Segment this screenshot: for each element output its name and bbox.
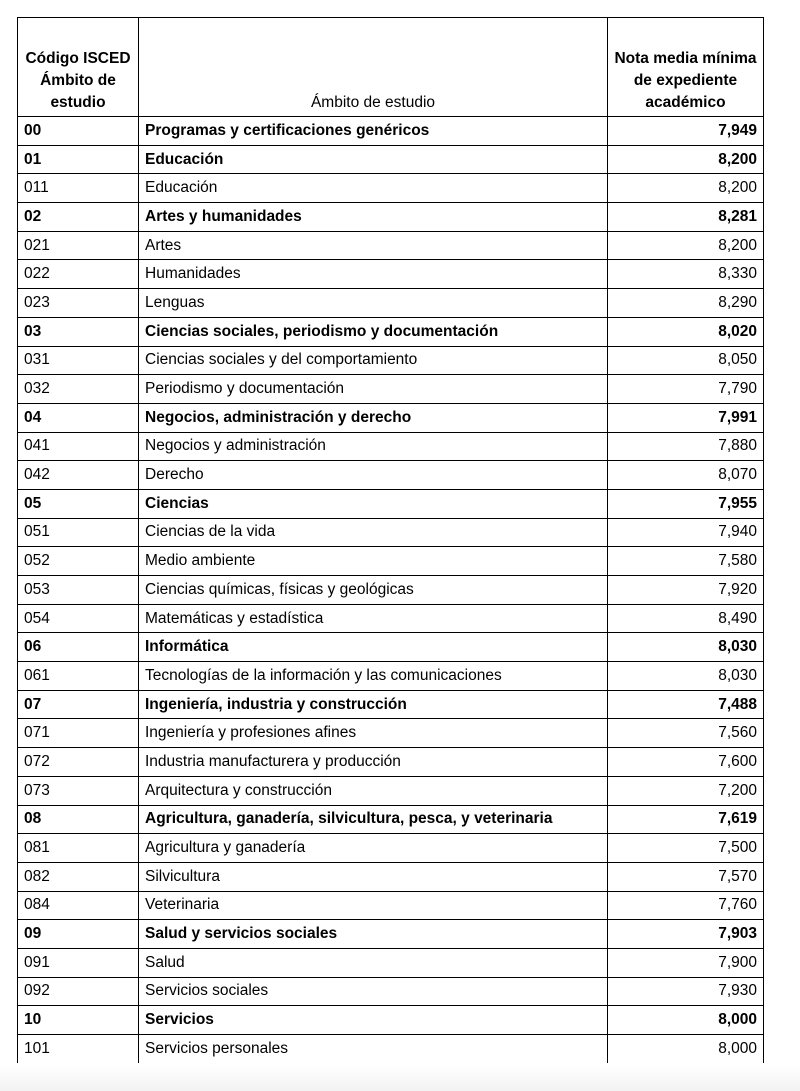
cell-code: 053	[18, 576, 139, 605]
table-row	[18, 203, 764, 232]
table-row	[18, 518, 764, 547]
cell-name: Ingeniería, industria y construcción	[139, 690, 608, 719]
table-row	[18, 920, 764, 949]
cell-code: 07	[18, 690, 139, 719]
cell-value: 7,488	[608, 690, 764, 719]
cell-code: 023	[18, 289, 139, 318]
cell-name: Salud	[139, 948, 608, 977]
cell-name: Humanidades	[139, 260, 608, 289]
cell-name: Agricultura, ganadería, silvicultura, pesca, y veterinaria	[139, 805, 608, 834]
cell-code: 032	[18, 375, 139, 404]
cell-name: Servicios sociales	[139, 977, 608, 1006]
cell-name: Ciencias sociales, periodismo y documentación	[139, 317, 608, 346]
cell-value: 7,949	[608, 117, 764, 146]
cell-code: 061	[18, 662, 139, 691]
table-row	[18, 117, 764, 146]
cell-value: 8,290	[608, 289, 764, 318]
cell-name: Ciencias	[139, 489, 608, 518]
table-row	[18, 260, 764, 289]
table-row	[18, 547, 764, 576]
cell-code: 011	[18, 174, 139, 203]
cell-code: 10	[18, 1006, 139, 1035]
header-code: Código ISCED Ámbito de estudio	[18, 18, 139, 117]
header-name: Ámbito de estudio	[139, 18, 608, 117]
cell-code: 08	[18, 805, 139, 834]
cell-code: 052	[18, 547, 139, 576]
table-row	[18, 891, 764, 920]
cell-name: Lenguas	[139, 289, 608, 318]
cell-name: Negocios y administración	[139, 432, 608, 461]
cell-value: 7,619	[608, 805, 764, 834]
cell-name: Programas y certificaciones genéricos	[139, 117, 608, 146]
table-row	[18, 977, 764, 1006]
cell-code: 051	[18, 518, 139, 547]
cell-name: Ciencias sociales y del comportamiento	[139, 346, 608, 375]
cell-value: 8,490	[608, 604, 764, 633]
cell-code: 084	[18, 891, 139, 920]
cell-value: 7,760	[608, 891, 764, 920]
cell-value: 7,991	[608, 403, 764, 432]
cell-value: 8,000	[608, 1006, 764, 1035]
cell-code: 054	[18, 604, 139, 633]
cell-name: Artes y humanidades	[139, 203, 608, 232]
cell-code: 073	[18, 776, 139, 805]
bottom-fade	[0, 1065, 800, 1091]
table-row	[18, 805, 764, 834]
cell-value: 7,955	[608, 489, 764, 518]
cell-code: 03	[18, 317, 139, 346]
table-row	[18, 576, 764, 605]
cell-code: 072	[18, 748, 139, 777]
cell-code: 081	[18, 834, 139, 863]
cell-value: 7,580	[608, 547, 764, 576]
cell-name: Matemáticas y estadística	[139, 604, 608, 633]
table-row	[18, 948, 764, 977]
cell-value: 8,330	[608, 260, 764, 289]
cell-value: 7,903	[608, 920, 764, 949]
table-row	[18, 403, 764, 432]
cell-name: Medio ambiente	[139, 547, 608, 576]
cell-name: Ciencias químicas, físicas y geológicas	[139, 576, 608, 605]
cell-name: Salud y servicios sociales	[139, 920, 608, 949]
cell-name: Derecho	[139, 461, 608, 490]
cell-code: 092	[18, 977, 139, 1006]
cell-name: Servicios personales	[139, 1035, 608, 1063]
cell-name: Arquitectura y construcción	[139, 776, 608, 805]
cell-code: 031	[18, 346, 139, 375]
cell-name: Servicios	[139, 1006, 608, 1035]
cell-code: 042	[18, 461, 139, 490]
cell-value: 8,000	[608, 1035, 764, 1063]
cell-value: 7,500	[608, 834, 764, 863]
cell-value: 8,030	[608, 662, 764, 691]
cell-value: 7,880	[608, 432, 764, 461]
cell-value: 8,050	[608, 346, 764, 375]
table-row	[18, 862, 764, 891]
cell-value: 7,920	[608, 576, 764, 605]
table-row	[18, 461, 764, 490]
table-row	[18, 432, 764, 461]
cell-value: 7,570	[608, 862, 764, 891]
cell-code: 082	[18, 862, 139, 891]
table-row	[18, 174, 764, 203]
cell-name: Silvicultura	[139, 862, 608, 891]
table-row	[18, 289, 764, 318]
cell-value: 8,200	[608, 231, 764, 260]
header-value: Nota media mínima de expediente académico	[608, 18, 764, 117]
document-page	[17, 17, 763, 1063]
table-row	[18, 776, 764, 805]
table-row	[18, 1035, 764, 1063]
cell-name: Ingeniería y profesiones afines	[139, 719, 608, 748]
cell-value: 7,940	[608, 518, 764, 547]
cell-value: 7,900	[608, 948, 764, 977]
cell-code: 022	[18, 260, 139, 289]
table-row	[18, 633, 764, 662]
table-row	[18, 604, 764, 633]
table-row	[18, 690, 764, 719]
table-row	[18, 719, 764, 748]
cell-code: 05	[18, 489, 139, 518]
cell-value: 7,930	[608, 977, 764, 1006]
cell-value: 8,020	[608, 317, 764, 346]
table-row	[18, 145, 764, 174]
cell-name: Agricultura y ganadería	[139, 834, 608, 863]
cell-code: 071	[18, 719, 139, 748]
cell-name: Industria manufacturera y producción	[139, 748, 608, 777]
cell-name: Tecnologías de la información y las comunicaciones	[139, 662, 608, 691]
table-body	[18, 117, 764, 1063]
cell-name: Informática	[139, 633, 608, 662]
cell-value: 7,600	[608, 748, 764, 777]
cell-code: 06	[18, 633, 139, 662]
cell-value: 7,200	[608, 776, 764, 805]
cell-value: 8,281	[608, 203, 764, 232]
table-row	[18, 748, 764, 777]
table-row	[18, 346, 764, 375]
cell-name: Artes	[139, 231, 608, 260]
cell-code: 02	[18, 203, 139, 232]
table-row	[18, 1006, 764, 1035]
isced-grades-table	[17, 17, 764, 1063]
cell-name: Ciencias de la vida	[139, 518, 608, 547]
cell-code: 021	[18, 231, 139, 260]
table-header-row	[18, 18, 764, 117]
cell-value: 8,030	[608, 633, 764, 662]
cell-value: 8,200	[608, 145, 764, 174]
cell-code: 09	[18, 920, 139, 949]
cell-code: 041	[18, 432, 139, 461]
cell-name: Educación	[139, 145, 608, 174]
cell-value: 8,070	[608, 461, 764, 490]
cell-value: 8,200	[608, 174, 764, 203]
table-row	[18, 489, 764, 518]
cell-name: Negocios, administración y derecho	[139, 403, 608, 432]
cell-code: 04	[18, 403, 139, 432]
table-row	[18, 375, 764, 404]
cell-value: 7,560	[608, 719, 764, 748]
table-row	[18, 834, 764, 863]
cell-name: Educación	[139, 174, 608, 203]
cell-code: 091	[18, 948, 139, 977]
table-row	[18, 231, 764, 260]
table-row	[18, 317, 764, 346]
cell-name: Periodismo y documentación	[139, 375, 608, 404]
table-row	[18, 662, 764, 691]
cell-code: 00	[18, 117, 139, 146]
cell-code: 101	[18, 1035, 139, 1063]
cell-code: 01	[18, 145, 139, 174]
cell-name: Veterinaria	[139, 891, 608, 920]
cell-value: 7,790	[608, 375, 764, 404]
